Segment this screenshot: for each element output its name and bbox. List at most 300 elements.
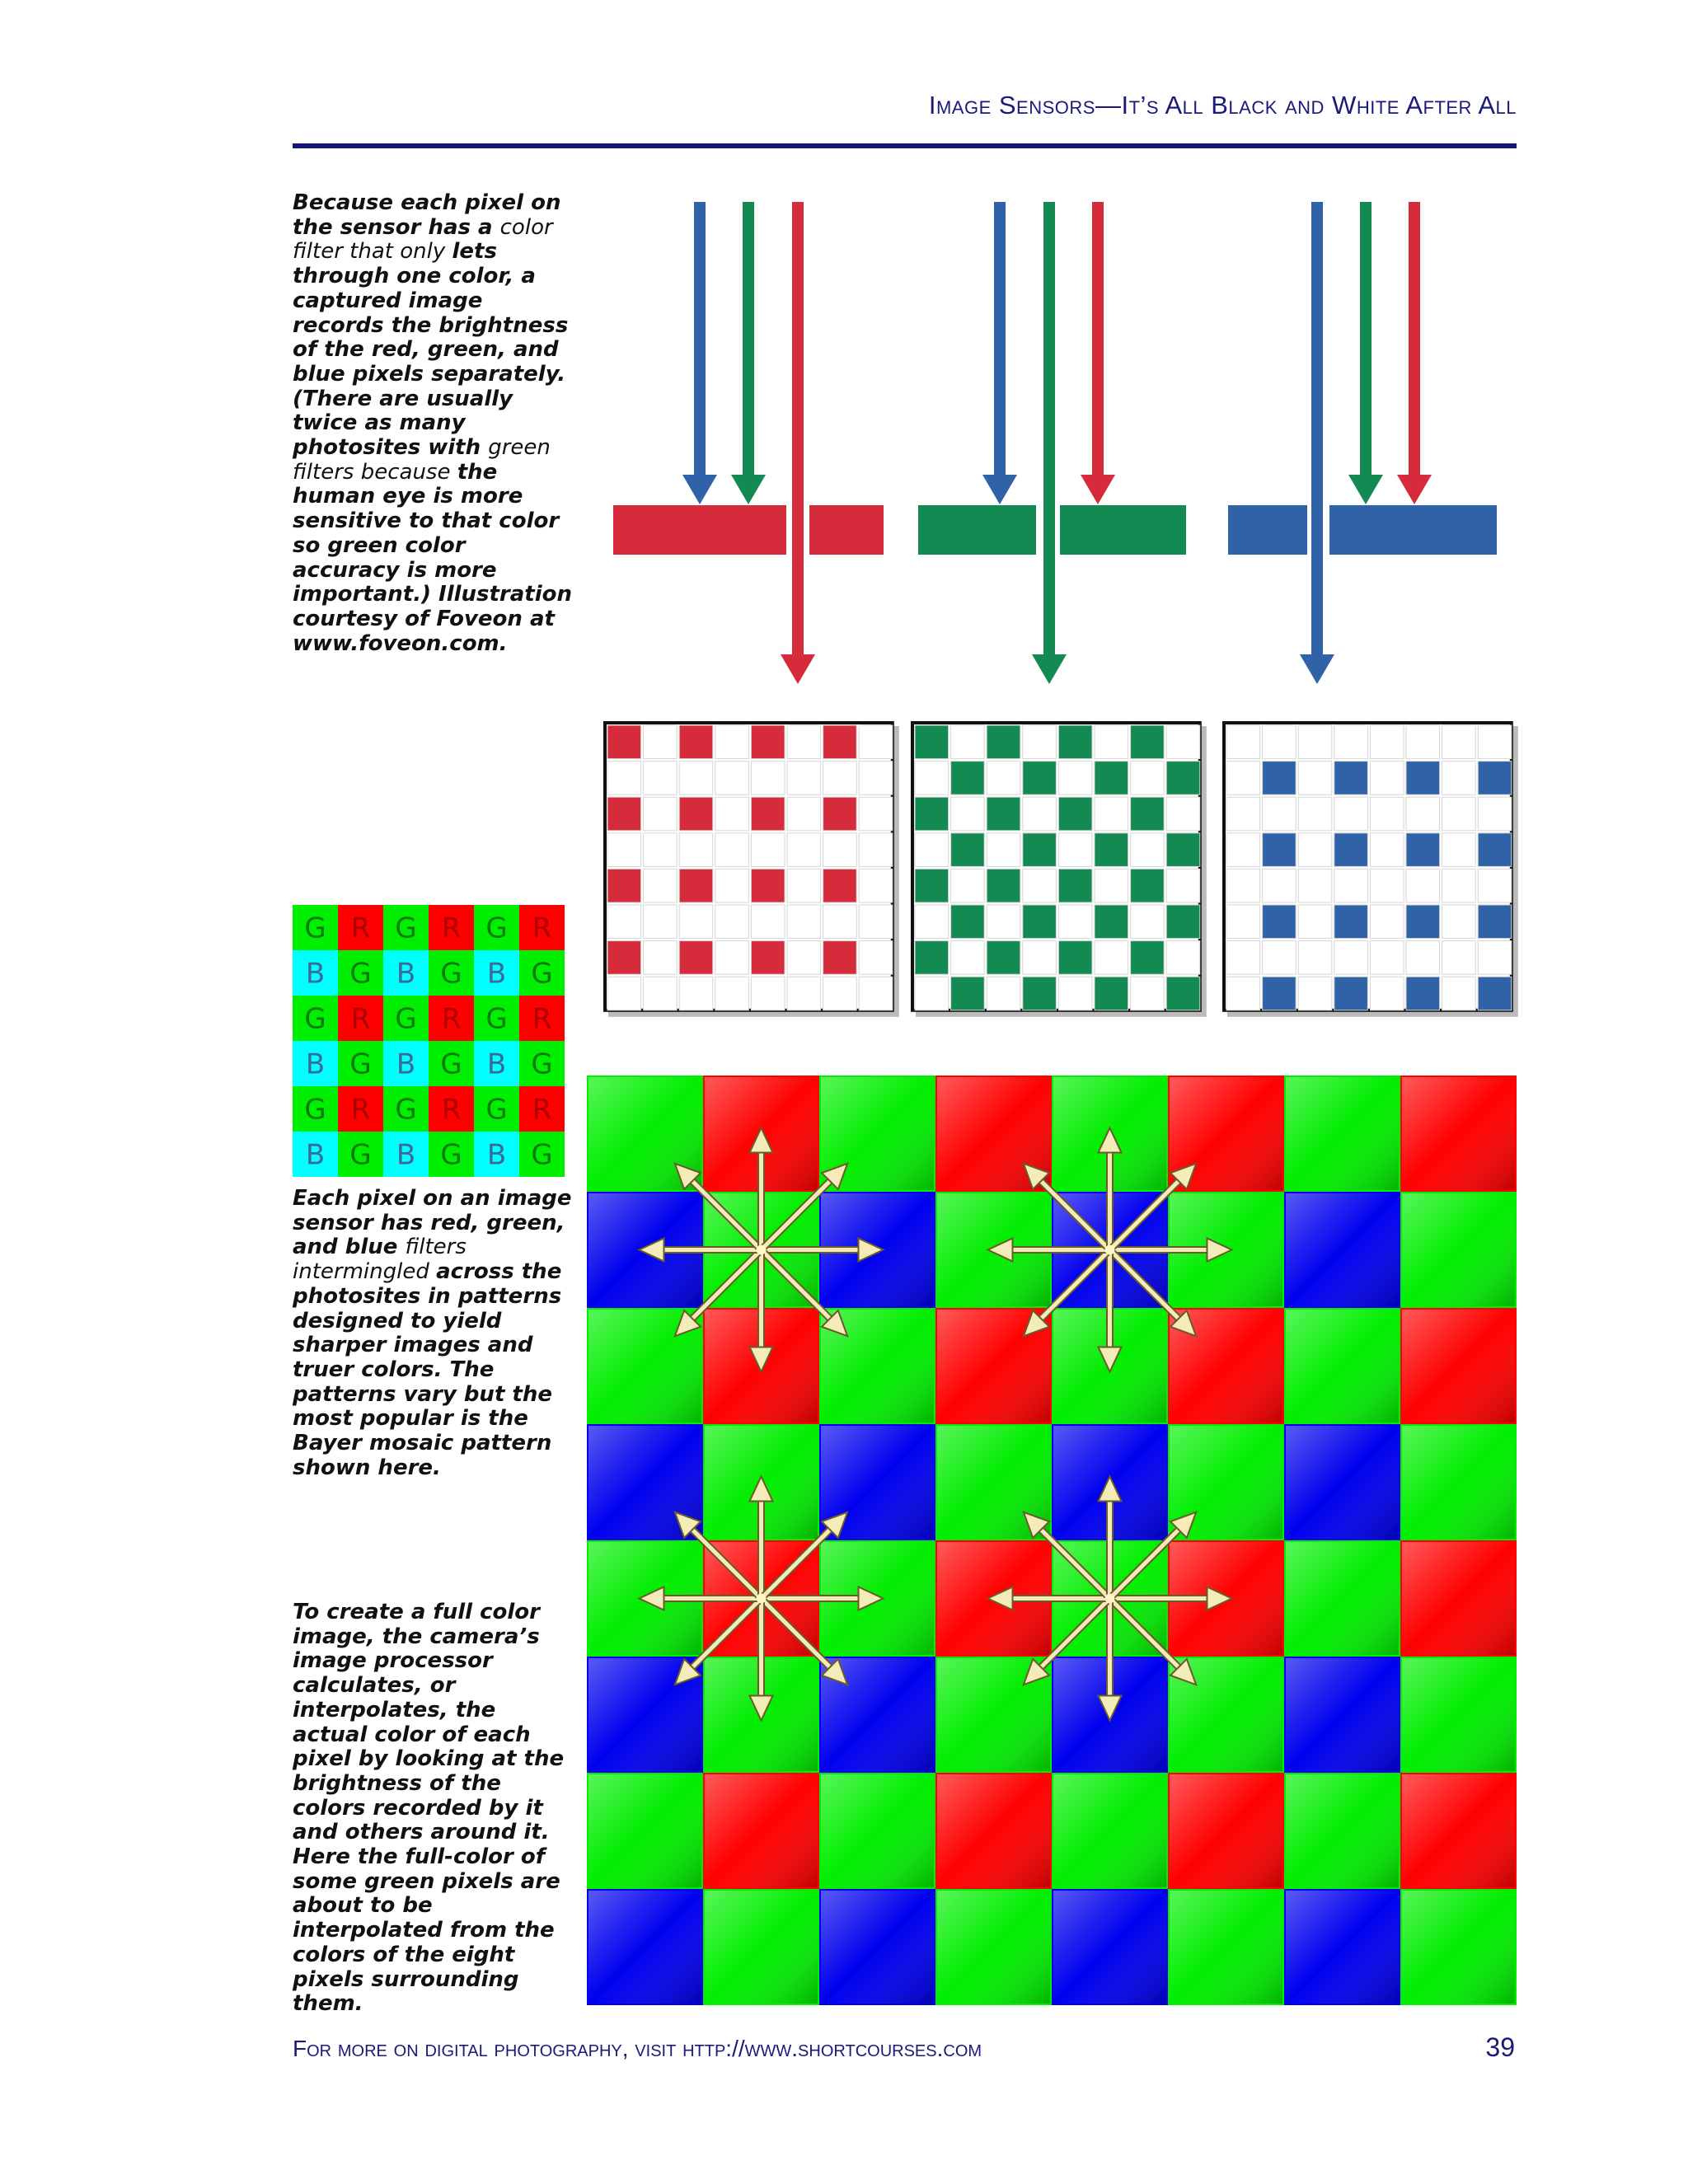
bayer-letter: G (304, 912, 326, 945)
mosaic-bevel (1286, 1542, 1399, 1655)
mosaic-bevel (1402, 1658, 1515, 1771)
grid-cell (1166, 725, 1200, 759)
grid-cell (1370, 762, 1404, 795)
grid-cell (1406, 797, 1440, 831)
mosaic-bevel (821, 1891, 934, 2004)
filter-arrows-illustration (602, 190, 1525, 701)
grid-cell (1370, 833, 1404, 867)
grid-cell (1263, 725, 1296, 759)
grid-cell (1334, 941, 1368, 975)
bayer-letter: B (486, 1047, 507, 1081)
grid-cell (915, 797, 949, 831)
grid-cell (607, 833, 641, 867)
grid-cell (1478, 941, 1512, 975)
grid-cell (823, 762, 857, 795)
grid-cell (644, 833, 678, 867)
grid-cell (823, 869, 857, 902)
grid-cell (859, 725, 893, 759)
bayer-letter: G (304, 1093, 326, 1127)
grid-cell (644, 941, 678, 975)
bayer-letter: G (485, 1093, 508, 1127)
bayer-letter: G (485, 912, 508, 945)
mosaic-bevel (1053, 1774, 1166, 1887)
bayer-letter: B (486, 957, 507, 991)
bayer-letter: G (485, 1002, 508, 1036)
caption-run: across the photosites in patterns designed to yield sharper images and truer colors. The patterns vary but the most popular is the Bayer mosaic pattern shown here. (293, 1259, 562, 1480)
grid-cell (1263, 833, 1296, 867)
grid-cell (1442, 833, 1476, 867)
channel-grid (1222, 721, 1518, 1017)
grid-cell (787, 797, 821, 831)
grid-cell (1166, 869, 1200, 902)
color-filter-bar (918, 505, 1036, 555)
footer-link-text: For more on digital photography, visit http://www.shortcourses.com (293, 2036, 982, 2061)
bayer-letter: R (441, 1002, 462, 1036)
channel-grid (911, 721, 1207, 1017)
arrow-center (1105, 1245, 1115, 1255)
grid-cell (951, 977, 985, 1010)
grid-cell (1131, 941, 1165, 975)
arrow-shaft (694, 202, 706, 476)
mosaic-bevel (1402, 1542, 1515, 1655)
grid-cell (1334, 977, 1368, 1010)
grid-cell (1226, 725, 1260, 759)
arrow-shaft (743, 202, 754, 476)
grid-cell (607, 797, 641, 831)
grid-cell (1023, 833, 1057, 867)
grid-cell (823, 797, 857, 831)
grid-cell (823, 941, 857, 975)
arrow-head (1032, 654, 1067, 684)
bayer-letter: R (350, 1093, 371, 1127)
grid-cell (1406, 725, 1440, 759)
mosaic-bevel (1402, 1193, 1515, 1306)
color-filter-bar (1060, 505, 1186, 555)
grid-cell (915, 762, 949, 795)
grid-cell (1166, 762, 1200, 795)
bayer-letter: G (304, 1002, 326, 1036)
grid-cell (1226, 833, 1260, 867)
grid-cell (1058, 762, 1092, 795)
grid-cell (1023, 941, 1057, 975)
color-filter-bar (809, 505, 884, 555)
grid-cell (915, 905, 949, 939)
grid-cell (1226, 941, 1260, 975)
mosaic-bevel (1402, 1077, 1515, 1190)
grid-cell (951, 762, 985, 795)
light-ray-arrow (1348, 202, 1383, 504)
arrow-shaft (994, 202, 1006, 476)
grid-cell (751, 941, 785, 975)
bayer-letter: R (532, 1002, 552, 1036)
caption-run: the human eye is more sensitive to that color so green color accuracy is more important.) Illustration courtesy of Foveon at www.foveon.com. (293, 459, 573, 656)
grid-cell (1058, 797, 1092, 831)
arrow-shaft (792, 202, 804, 656)
grid-cell (787, 941, 821, 975)
grid-cell (607, 869, 641, 902)
bayer-letter: G (531, 957, 553, 991)
grid-cell (1058, 941, 1092, 975)
grid-cell (1298, 941, 1332, 975)
mosaic-bevel (1053, 1891, 1166, 2004)
mosaic-bevel (1286, 1774, 1399, 1887)
grid-cell (1166, 977, 1200, 1010)
mosaic-bevel (1402, 1426, 1515, 1539)
grid-cell (1095, 977, 1128, 1010)
grid-cell (1334, 905, 1368, 939)
color-filter-bar (1329, 505, 1497, 555)
grid-cell (915, 869, 949, 902)
grid-cell (1095, 905, 1128, 939)
grid-cell (1478, 797, 1512, 831)
mosaic-bevel (1286, 1891, 1399, 2004)
grid-cell (1023, 869, 1057, 902)
bayer-letter: G (531, 1047, 553, 1081)
grid-cell (1478, 977, 1512, 1010)
grid-cell (644, 977, 678, 1010)
mosaic-bevel (821, 1774, 934, 1887)
grid-cell (644, 762, 678, 795)
grid-cell (1334, 725, 1368, 759)
grid-cell (951, 905, 985, 939)
grid-cell (1442, 762, 1476, 795)
grid-cell (1263, 797, 1296, 831)
grid-cell (607, 941, 641, 975)
grid-cell (1095, 725, 1128, 759)
grid-cell (823, 725, 857, 759)
grid-cell (679, 762, 713, 795)
grid-cell (1058, 977, 1092, 1010)
mosaic-bevel (1286, 1077, 1399, 1190)
grid-cell (1406, 869, 1440, 902)
grid-cell (987, 833, 1020, 867)
grid-cell (751, 725, 785, 759)
grid-cell (715, 905, 749, 939)
grid-cell (607, 725, 641, 759)
grid-cell (1023, 725, 1057, 759)
arrow-shaft (1409, 202, 1420, 476)
grid-cell (1334, 869, 1368, 902)
arrow-head (731, 475, 766, 504)
grid-cell (951, 797, 985, 831)
grid-cell (1442, 977, 1476, 1010)
mosaic-bevel (705, 1774, 818, 1887)
arrow-shaft (1360, 202, 1372, 476)
grid-cell (787, 762, 821, 795)
grid-cell (1226, 905, 1260, 939)
grid-cell (1166, 905, 1200, 939)
bayer-letter: G (395, 1093, 417, 1127)
grid-cell (1478, 905, 1512, 939)
grid-cell (1370, 797, 1404, 831)
grid-cell (859, 905, 893, 939)
bayer-letter: G (531, 1138, 553, 1172)
grid-cell (1442, 941, 1476, 975)
bayer-letter: G (349, 957, 372, 991)
mosaic-bevel (1402, 1891, 1515, 2004)
color-filter-bar (613, 505, 786, 555)
grid-cell (679, 833, 713, 867)
mosaic-bevel (588, 1774, 701, 1887)
mosaic-bevel (588, 1891, 701, 2004)
grid-cell (787, 977, 821, 1010)
grid-cell (1131, 905, 1165, 939)
grid-cell (1478, 725, 1512, 759)
grid-cell (1131, 762, 1165, 795)
grid-cell (1370, 725, 1404, 759)
grid-cell (1334, 833, 1368, 867)
grid-cell (751, 905, 785, 939)
grid-cell (644, 869, 678, 902)
grid-cell (679, 869, 713, 902)
grid-cell (1442, 797, 1476, 831)
bayer-letter: B (305, 957, 326, 991)
light-ray-arrow (781, 202, 815, 684)
grid-cell (951, 725, 985, 759)
grid-cell (859, 869, 893, 902)
grid-cell (1095, 762, 1128, 795)
grid-cell (1298, 725, 1332, 759)
grid-cell (823, 833, 857, 867)
grid-cell (1095, 833, 1128, 867)
grid-cell (1406, 977, 1440, 1010)
grid-cell (1226, 762, 1260, 795)
grid-cell (1370, 905, 1404, 939)
interpolation-arrows (640, 1128, 884, 1372)
grid-cell (715, 869, 749, 902)
bayer-letter: G (395, 1002, 417, 1036)
grid-cell (1370, 869, 1404, 902)
bayer-letter: B (396, 957, 416, 991)
caption-run: lets through one color, a captured image records the brightness of the red, green, and blue pixels separately. (There are usually twice as many photosites with (293, 239, 569, 461)
grid-cell (679, 977, 713, 1010)
grid-cell (987, 869, 1020, 902)
mosaic-bevel (1170, 1774, 1282, 1887)
caption-interpolate (293, 1601, 573, 2017)
grid-cell (987, 941, 1020, 975)
bayer-letter: B (305, 1047, 326, 1081)
grid-cell (1226, 869, 1260, 902)
mosaic-bevel (937, 1891, 1050, 2004)
grid-cell (1406, 905, 1440, 939)
grid-cell (787, 905, 821, 939)
grid-cell (1166, 941, 1200, 975)
bayer-letter: G (440, 957, 462, 991)
grid-cell (1298, 905, 1332, 939)
grid-cell (751, 797, 785, 831)
grid-cell (715, 797, 749, 831)
grid-cell (951, 833, 985, 867)
bayer-mosaic-interpolation (587, 1076, 1518, 2005)
interpolation-arrows (988, 1128, 1232, 1372)
grid-cell (607, 905, 641, 939)
bayer-letter: G (440, 1138, 462, 1172)
grid-cell (644, 725, 678, 759)
grid-cell (1131, 797, 1165, 831)
interpolation-arrows (988, 1477, 1232, 1721)
light-ray-arrow (1032, 202, 1067, 684)
grid-cell (1263, 977, 1296, 1010)
grid-cell (1298, 762, 1332, 795)
grid-cell (644, 797, 678, 831)
mosaic-bevel (1170, 1891, 1282, 2004)
grid-cell (679, 905, 713, 939)
bayer-letter: B (396, 1047, 416, 1081)
grid-cell (751, 762, 785, 795)
arrow-head (1081, 475, 1115, 504)
running-header: Image Sensors—It’s All Black and White After All (928, 91, 1517, 120)
arrow-head (682, 475, 717, 504)
grid-cell (644, 905, 678, 939)
interpolation-arrows (640, 1477, 884, 1721)
arrow-shaft (1092, 202, 1104, 476)
caption-run: green filters because (293, 435, 551, 485)
grid-cell (1226, 977, 1260, 1010)
grid-cell (859, 833, 893, 867)
grid-cell (1370, 977, 1404, 1010)
grid-cell (1406, 941, 1440, 975)
bayer-letter: G (349, 1047, 372, 1081)
mosaic-bevel (1286, 1426, 1399, 1539)
mosaic-bevel (1402, 1310, 1515, 1422)
light-ray-arrow (982, 202, 1017, 504)
grid-cell (859, 762, 893, 795)
grid-cell (915, 977, 949, 1010)
grid-cell (1095, 797, 1128, 831)
caption-run: Because each pixel on the sensor has a (293, 190, 561, 240)
mosaic-bevel (705, 1891, 818, 2004)
bayer-letter: R (350, 1002, 371, 1036)
grid-cell (715, 833, 749, 867)
grid-cell (1131, 977, 1165, 1010)
grid-cell (1442, 725, 1476, 759)
mosaic-bevel (937, 1774, 1050, 1887)
header-rule (293, 143, 1517, 148)
arrow-shaft (1043, 202, 1055, 656)
grid-cell (1370, 941, 1404, 975)
grid-cell (1263, 869, 1296, 902)
grid-cell (915, 725, 949, 759)
bayer-letter: B (305, 1138, 326, 1172)
grid-cell (1442, 905, 1476, 939)
caption-run: Each pixel on an image sensor has red, green, and blue (293, 1186, 572, 1260)
bayer-letter: R (532, 1093, 552, 1127)
grid-cell (1023, 762, 1057, 795)
grid-cell (1023, 797, 1057, 831)
grid-cell (987, 797, 1020, 831)
grid-cell (1131, 725, 1165, 759)
mosaic-bevel (1286, 1658, 1399, 1771)
grid-cell (1478, 762, 1512, 795)
mosaic-bevel (1286, 1310, 1399, 1422)
caption-filters (293, 191, 573, 656)
grid-cell (987, 977, 1020, 1010)
arrow-head (1300, 654, 1334, 684)
bayer-letter: G (349, 1138, 372, 1172)
caption-run: To create a full color image, the camera’s image processor calculates, or interpolates, the actual color of each pixel by looking at the brightness of the colors recorded by it and others around it. Here the full-color of some green pixels are about to be interpolated from the colors of the eight pixels surrounding them. (293, 1600, 565, 2017)
grid-cell (1298, 977, 1332, 1010)
grid-cell (1131, 869, 1165, 902)
grid-cell (787, 869, 821, 902)
arrow-center (1105, 1594, 1115, 1604)
grid-cell (679, 941, 713, 975)
grid-cell (1023, 905, 1057, 939)
arrow-head (1397, 475, 1432, 504)
light-ray-arrow (682, 202, 717, 504)
grid-cell (751, 833, 785, 867)
grid-cell (679, 797, 713, 831)
bayer-letter: G (395, 912, 417, 945)
grid-cell (1058, 869, 1092, 902)
bayer-letter: B (396, 1138, 416, 1172)
mosaic-bevel (1402, 1774, 1515, 1887)
arrow-head (982, 475, 1017, 504)
grid-cell (1095, 869, 1128, 902)
grid-cell (1334, 762, 1368, 795)
grid-cell (915, 833, 949, 867)
grid-cell (1406, 762, 1440, 795)
page-number: 39 (1485, 2032, 1515, 2062)
mosaic-bevel (1286, 1193, 1399, 1306)
grid-cell (715, 762, 749, 795)
grid-cell (1023, 977, 1057, 1010)
color-filter-bar (1228, 505, 1307, 555)
caption-mosaic (293, 1187, 573, 1480)
grid-cell (1131, 833, 1165, 867)
grid-cell (751, 869, 785, 902)
channel-grid (603, 721, 899, 1017)
caption-run: filters intermingled (293, 1235, 467, 1285)
grid-cell (823, 905, 857, 939)
grid-cell (1058, 905, 1092, 939)
arrow-head (1348, 475, 1383, 504)
grid-cell (1334, 797, 1368, 831)
bayer-letter: R (441, 912, 462, 945)
grid-cell (1298, 797, 1332, 831)
bayer-letter: R (441, 1093, 462, 1127)
grid-cell (1058, 833, 1092, 867)
grid-cell (1478, 833, 1512, 867)
arrow-center (757, 1594, 767, 1604)
grid-cell (751, 977, 785, 1010)
light-ray-arrow (1300, 202, 1334, 684)
grid-cell (715, 725, 749, 759)
grid-cell (679, 725, 713, 759)
arrow-head (781, 654, 815, 684)
grid-cell (1406, 833, 1440, 867)
bayer-letter: B (486, 1138, 507, 1172)
color-channel-grids (602, 721, 1525, 1043)
grid-cell (1298, 833, 1332, 867)
grid-cell (951, 869, 985, 902)
grid-cell (1263, 941, 1296, 975)
light-ray-arrow (1081, 202, 1115, 504)
grid-cell (1298, 869, 1332, 902)
grid-cell (951, 941, 985, 975)
grid-cell (915, 941, 949, 975)
grid-cell (987, 762, 1020, 795)
grid-cell (787, 833, 821, 867)
grid-cell (715, 941, 749, 975)
grid-cell (1442, 869, 1476, 902)
grid-cell (1058, 725, 1092, 759)
bayer-letter: R (350, 912, 371, 945)
grid-cell (1166, 833, 1200, 867)
grid-cell (823, 977, 857, 1010)
grid-cell (1226, 797, 1260, 831)
grid-cell (715, 977, 749, 1010)
bayer-letter: G (440, 1047, 462, 1081)
